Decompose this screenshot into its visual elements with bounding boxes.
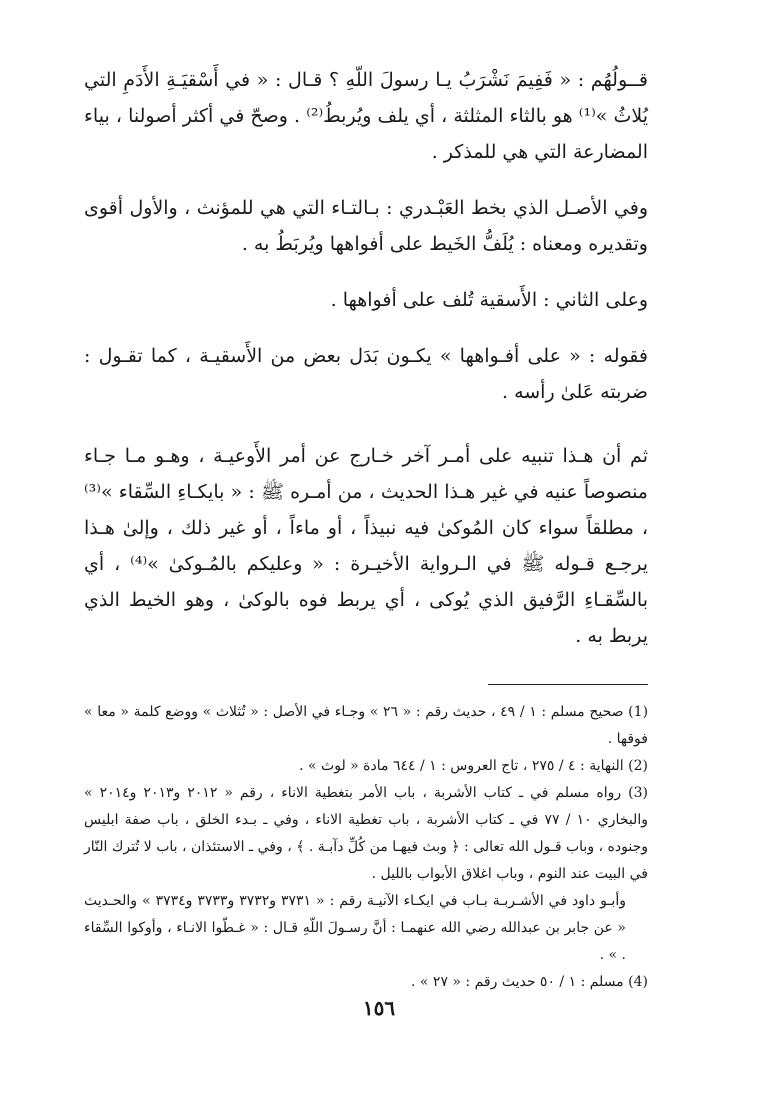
footnotes — [84, 699, 648, 996]
footnote-2: (2) النهاية : ٤ / ٢٧٥ ، تاج العروس : ١ / ٦٤٤ مادة « لوث » . — [299, 758, 648, 774]
footnote-4: (4) مسلم : ١ / ٥٠ حديث رقم : « ٢٧ » . — [411, 974, 648, 990]
footnote-3-continued: وأبـو داود في الأشـربـة بـاب في ايكـاء الآنيـة رقم : « ٣٧٣١ و٣٧٣٢ و٣٧٣٣ و٣٧٣٤ » والحـديث « عن جابر بن عبدالله رضي الله عنهمـا : أنَّ رسـولَ اللّهِ قـال : « غـطّوا الانـاء ، وأوكوا السِّقاء . » . — [84, 893, 626, 963]
main-text — [84, 62, 648, 654]
paragraph-1: قــولُهُم : « فَفِيمَ نَشْرَبُ يـا رسولَ اللّهِ ؟ قـال : « في أَسْقيَـةِ الأَدَمِ التي يُلاثُ »⁽¹⁾ هو بالثاء المثلثة ، أي يلف ويُربطُ⁽²⁾ . وصحّ في أكثر أصولنا ، بياء المضارعة التي هي للمذكر . — [84, 69, 649, 163]
paragraph-4: فقوله : « على أفـواهها » يكـون بَدَل بعض من الأَسقيـة ، كما تقـول : ضربته عَلىٰ رأسه . — [84, 345, 648, 403]
paragraph-5: ثم أن هـذا تنبيه على أمـر آخر خـارج عن أمر الأَوعيـة ، وهـو مـا جـاء منصوصاً عنيه في غير هـذا الحديث ، من أمـره ﷺ : « بايكـاءِ السِّقاء »⁽³⁾ ، مطلقاً سواء كان المُوكىٰ فيه نبيذاً ، أو ماءاً ، أو غير ذلك ، وإلىٰ هـذا يرجـع قـوله ﷺ في الـرواية الأخيـرة : « وعليكم بالمُـوكىٰ »⁽⁴⁾ ، أي بالسِّقـاءِ الرَّفيق الذي يُوكى ، أي يربط فوه بالوكىٰ ، وهو الخيط الذي يربط به . — [84, 445, 648, 647]
paragraph-2: وفي الأصـل الذي بخط العَبْـدري : بـالتـاء التي هي للمؤنث ، والأول أقوى وتقديره ومعناه : يُلَفُّ الخَيط على أفواهها ويُربَطُ به . — [84, 197, 648, 255]
page-number: ١٥٦ — [362, 996, 396, 1020]
footnote-3: (3) رواه مسلم في ـ كتاب الأشربة ، باب الأمر بتغطية الاناء ، رقم « ٢٠١٢ و٢٠١٣ و٢٠١٤ » والبخاري ١٠ / ٧٧ في ـ كتاب الأشربة ، باب تغطية الاناء ، وفي ـ بـدء الخلق ، باب صفة ابليس وجنوده ، وباب قـول الله تعالى : ﴿ وبث فيهـا من كُلِّ دآبـة . ﴾ ، وفي ـ الاستئذان ، باب لا تُترك النّار في البيت عند النوم ، وباب اغلاق الأبواب بالليل . — [84, 785, 648, 882]
footnote-1: (1) صحيح مسلم : ١ / ٤٩ ، حديث رقم : « ٢٦ » وجـاء في الأصل : « تُثلاث » ووضع كلمة « معا » فوقها . — [84, 704, 649, 747]
paragraph-3: وعلى الثاني : الأَسقية تُلف على أفواهها . — [330, 289, 648, 311]
footnote-divider — [488, 684, 648, 685]
